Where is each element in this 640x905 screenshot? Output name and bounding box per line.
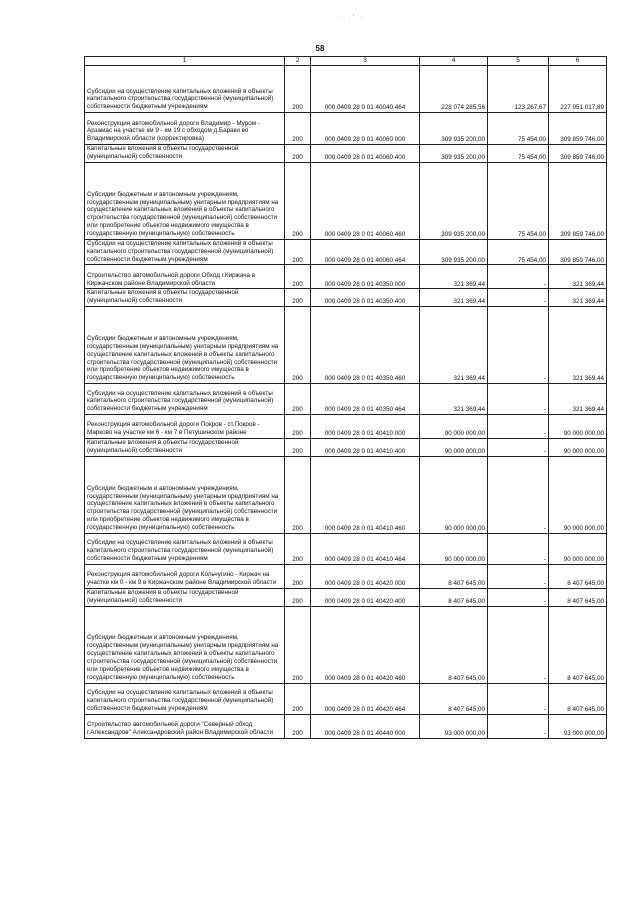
- row-amount-col6-text: 321 369,44: [572, 406, 604, 414]
- row-amount-col4: [420, 606, 488, 683]
- row-amount-col6-text: 93 000 000,00: [563, 729, 604, 737]
- row-amount-col5: [488, 162, 549, 239]
- row-amount-col6: [549, 683, 607, 714]
- row-code-cell: [285, 289, 311, 307]
- page-number: 58: [315, 44, 325, 53]
- row-name-cell: [85, 113, 285, 145]
- row-kbk-cell: [311, 588, 420, 606]
- row-amount-col6-text: 8 407 645,00: [567, 597, 604, 605]
- row-name-cell: [85, 714, 285, 738]
- row-name-cell: [85, 606, 285, 683]
- row-kbk-cell-text: 000 0409 28 0 01 40060 464: [324, 256, 406, 264]
- row-kbk-cell: [311, 683, 420, 714]
- row-kbk-cell: [311, 113, 420, 145]
- row-code-cell-text: 200: [292, 729, 303, 737]
- row-amount-col5: [488, 564, 549, 588]
- row-code-cell: [285, 439, 311, 457]
- row-amount-col6-text: 321 369,44: [572, 298, 604, 306]
- row-kbk-cell: [311, 307, 420, 384]
- row-amount-col5: [488, 265, 549, 289]
- table-row: [85, 456, 607, 533]
- row-name-cell: [85, 307, 285, 384]
- row-kbk-cell: [311, 606, 420, 683]
- row-amount-col6-text: 309 859 746,00: [560, 136, 604, 144]
- row-kbk-cell: [311, 145, 420, 163]
- row-code-cell: [285, 265, 311, 289]
- row-amount-col4-text: 8 407 645,00: [448, 597, 485, 605]
- header-col-5: 5: [488, 57, 549, 66]
- row-amount-col6: [549, 66, 607, 113]
- row-kbk-cell-text: 000 0409 28 0 01 40410 400: [324, 448, 406, 455]
- row-amount-col4-text: 8 407 645,00: [448, 674, 485, 682]
- row-name-cell: [85, 239, 285, 265]
- row-amount-col5-text: 75 454,00: [517, 230, 546, 238]
- row-kbk-cell: [311, 66, 420, 113]
- row-amount-col4-text: 228 074 285,56: [441, 104, 485, 112]
- table-row: [85, 66, 607, 113]
- row-amount-col4: [420, 714, 488, 738]
- row-amount-col4: [420, 415, 488, 439]
- row-code-cell-text: 200: [292, 674, 303, 682]
- row-amount-col5-text: -: [543, 430, 546, 438]
- row-amount-col5-text: -: [543, 298, 546, 306]
- row-amount-col4-text: 90 000 000,00: [444, 525, 485, 532]
- row-amount-col5-text: 123 267,67: [514, 104, 546, 112]
- row-name-cell-text: Капитальные вложения в объекты государственной (муниципальной) собственности: [87, 588, 239, 604]
- row-code-cell-text: 200: [292, 256, 303, 264]
- row-amount-col5: [488, 113, 549, 145]
- row-kbk-cell: [311, 265, 420, 289]
- row-amount-col6: [549, 606, 607, 683]
- row-kbk-cell-text: 000 0409 28 0 01 40410 460: [324, 525, 406, 532]
- row-amount-col5: [488, 239, 549, 265]
- table-header-row: [85, 57, 607, 66]
- row-name-cell-text: Субсидии бюджетным и автономным учреждениям, государственным (муниципальным) унитарным предприятиям на осуществление капитальных вложений в объекты капитального строительства государственной (муниципальной) собственности или приобретение объектов недвижимого имущества в государственную (муниципальную) собственность: [87, 484, 279, 531]
- row-amount-col5: [488, 456, 549, 533]
- row-kbk-cell: [311, 714, 420, 738]
- row-kbk-cell-text: 000 0409 28 0 01 40040 464: [324, 104, 406, 112]
- row-amount-col4-text: 321 369,44: [453, 298, 485, 306]
- row-amount-col6: [549, 162, 607, 239]
- table-row: [85, 439, 607, 457]
- row-amount-col4: [420, 683, 488, 714]
- row-amount-col6: [549, 564, 607, 588]
- row-kbk-cell: [311, 439, 420, 457]
- row-amount-col6: [549, 239, 607, 265]
- row-amount-col4: [420, 113, 488, 145]
- row-kbk-cell-text: 000 0409 28 0 01 40420 464: [324, 705, 406, 713]
- row-name-cell-text: Субсидии на осуществление капитальных вложений в объекты капитального строительства государственной (муниципальной) собственности бюджетным учреждениям: [87, 239, 274, 263]
- row-code-cell-text: 200: [292, 448, 303, 455]
- row-amount-col6: [549, 265, 607, 289]
- row-amount-col4-text: 309 935 200,00: [441, 153, 485, 161]
- row-amount-col4-text: 90 000 000,00: [444, 556, 485, 563]
- row-name-cell: [85, 145, 285, 163]
- row-code-cell-text: 200: [292, 298, 303, 306]
- row-code-cell-text: 200: [292, 580, 303, 587]
- row-amount-col5: [488, 588, 549, 606]
- table-row: [85, 533, 607, 564]
- row-kbk-cell-text: 000 0409 28 0 01 40410 464: [324, 556, 406, 563]
- row-amount-col4: [420, 384, 488, 415]
- row-amount-col6: [549, 714, 607, 738]
- row-name-cell: [85, 289, 285, 307]
- row-amount-col4-text: 90 000 000,00: [444, 430, 485, 438]
- row-code-cell: [285, 307, 311, 384]
- row-amount-col6-text: 90 000 000,00: [563, 430, 604, 438]
- row-name-cell: [85, 564, 285, 588]
- header-col-3: 3: [311, 57, 420, 66]
- row-name-cell-text: Капитальные вложения в объекты государственной (муниципальной) собственности: [87, 145, 239, 160]
- row-code-cell: [285, 533, 311, 564]
- row-kbk-cell-text: 000 0409 28 0 01 40060 400: [324, 153, 406, 161]
- row-amount-col5-text: -: [543, 280, 546, 288]
- row-code-cell: [285, 714, 311, 738]
- scan-artifact-marks: · ·‘ ·: [340, 14, 365, 21]
- row-amount-col5-text: -: [543, 525, 546, 532]
- row-amount-col6: [549, 145, 607, 163]
- row-kbk-cell: [311, 415, 420, 439]
- table-row: [85, 384, 607, 415]
- row-name-cell: [85, 439, 285, 457]
- row-kbk-cell: [311, 533, 420, 564]
- row-amount-col4: [420, 145, 488, 163]
- row-amount-col5-text: -: [543, 674, 546, 682]
- row-name-cell-text: Капитальные вложения в объекты государственной (муниципальной) собственности: [87, 289, 239, 305]
- row-amount-col4-text: 309 935 200,00: [441, 230, 485, 238]
- row-amount-col6: [549, 415, 607, 439]
- table-row: [85, 307, 607, 384]
- table-row: [85, 588, 607, 606]
- row-amount-col4: [420, 66, 488, 113]
- row-amount-col4: [420, 439, 488, 457]
- row-name-cell: [85, 533, 285, 564]
- row-code-cell: [285, 384, 311, 415]
- row-code-cell-text: 200: [292, 705, 303, 713]
- row-code-cell: [285, 162, 311, 239]
- budget-table: [84, 56, 607, 739]
- row-amount-col6-text: 309 859 746,00: [560, 230, 604, 238]
- table-row: [85, 564, 607, 588]
- row-kbk-cell-text: 000 0409 28 0 01 40060 000: [324, 136, 406, 144]
- row-code-cell: [285, 66, 311, 113]
- row-name-cell-text: Строительство автомобильной дороги Обход г.Киржача в Киржачском районе Владимирской области: [87, 271, 256, 287]
- row-code-cell-text: 200: [292, 230, 303, 238]
- row-amount-col4-text: 321 369,44: [453, 280, 485, 288]
- row-code-cell-text: 200: [292, 375, 303, 383]
- row-amount-col6: [549, 456, 607, 533]
- row-amount-col5: [488, 439, 549, 457]
- row-kbk-cell-text: 000 0409 28 0 01 40350 000: [324, 280, 406, 288]
- row-name-cell: [85, 162, 285, 239]
- row-amount-col5-text: -: [543, 375, 546, 383]
- row-amount-col5-text: 75 454,00: [517, 256, 546, 264]
- row-code-cell: [285, 564, 311, 588]
- row-amount-col6: [549, 384, 607, 415]
- row-name-cell: [85, 456, 285, 533]
- row-code-cell: [285, 683, 311, 714]
- row-name-cell: [85, 415, 285, 439]
- row-kbk-cell-text: 000 0409 28 0 01 40420 400: [324, 597, 406, 605]
- row-amount-col6-text: 321 369,44: [572, 280, 604, 288]
- row-kbk-cell: [311, 384, 420, 415]
- row-amount-col4: [420, 239, 488, 265]
- row-amount-col4-text: 309 935 200,00: [441, 256, 485, 264]
- row-name-cell: [85, 683, 285, 714]
- table-row: [85, 606, 607, 683]
- row-kbk-cell: [311, 456, 420, 533]
- row-amount-col5: [488, 66, 549, 113]
- row-name-cell-text: Субсидии на осуществление капитальных вложений в объекты капитального строительства государственной (муниципальной) собственности бюджетным учреждениям: [87, 87, 274, 111]
- row-amount-col4-text: 90 000 000,00: [444, 448, 485, 455]
- table-row: [85, 239, 607, 265]
- row-code-cell-text: 200: [292, 153, 303, 161]
- row-amount-col6-text: 321 369,44: [572, 375, 604, 383]
- row-amount-col6-text: 90 000 000,00: [563, 448, 604, 455]
- row-amount-col4-text: 93 000 000,00: [444, 729, 485, 737]
- row-name-cell-text: Капитальные вложения в объекты государственной (муниципальной) собственности: [87, 439, 239, 454]
- row-code-cell: [285, 588, 311, 606]
- header-col-1: 1: [85, 57, 285, 66]
- row-amount-col6-text: 8 407 645,00: [567, 674, 604, 682]
- row-amount-col6-text: 90 000 000,00: [563, 556, 604, 563]
- row-kbk-cell-text: 000 0409 28 0 01 40350 464: [324, 406, 406, 414]
- row-code-cell-text: 200: [292, 525, 303, 532]
- row-amount-col6-text: 90 000 000,00: [563, 525, 604, 532]
- row-amount-col5: [488, 533, 549, 564]
- row-amount-col4: [420, 289, 488, 307]
- row-amount-col5-text: 75 454,00: [517, 153, 546, 161]
- row-amount-col5: [488, 415, 549, 439]
- row-amount-col6: [549, 289, 607, 307]
- row-amount-col4: [420, 456, 488, 533]
- row-amount-col5: [488, 683, 549, 714]
- row-amount-col6: [549, 307, 607, 384]
- row-kbk-cell-text: 000 0409 28 0 01 40350 460: [324, 375, 406, 383]
- row-code-cell: [285, 606, 311, 683]
- row-amount-col4: [420, 564, 488, 588]
- row-name-cell-text: Реконструкция автомобильной дороги Владимир - Муром - Арзамас на участке км 9 - км 19 с обходом д.Бараки во Владимирской области (корректировка): [87, 119, 260, 143]
- table-row: [85, 113, 607, 145]
- row-kbk-cell-text: 000 0409 28 0 01 40060 460: [324, 230, 406, 238]
- row-name-cell-text: Субсидии на осуществление капитальных вложений в объекты капитального строительства государственной (муниципальной) собственности бюджетным учреждениям: [87, 389, 274, 413]
- row-amount-col6-text: 309 859 746,00: [560, 256, 604, 264]
- header-col-2: 2: [285, 57, 311, 66]
- row-name-cell-text: Реконструкция автомобильной дороги Покров - ст.Покров - Марково на участке км 6 - км 7 в Петушинском районе: [87, 421, 260, 437]
- row-kbk-cell: [311, 289, 420, 307]
- row-amount-col5: [488, 606, 549, 683]
- row-amount-col6: [549, 588, 607, 606]
- row-name-cell-text: Субсидии на осуществление капитальных вложений в объекты капитального строительства государственной (муниципальной) собственности бюджетным учреждениям: [87, 539, 274, 562]
- row-amount-col5: [488, 384, 549, 415]
- row-amount-col6-text: 309 859 746,00: [560, 153, 604, 161]
- row-code-cell-text: 200: [292, 597, 303, 605]
- row-code-cell: [285, 456, 311, 533]
- row-amount-col5-text: -: [543, 705, 546, 713]
- table-row: [85, 265, 607, 289]
- row-code-cell-text: 200: [292, 430, 303, 438]
- table-body: [85, 66, 607, 738]
- table-row: [85, 289, 607, 307]
- row-code-cell-text: 200: [292, 406, 303, 414]
- row-amount-col4: [420, 307, 488, 384]
- table-row: [85, 162, 607, 239]
- row-amount-col6: [549, 533, 607, 564]
- row-amount-col4: [420, 588, 488, 606]
- row-code-cell: [285, 239, 311, 265]
- row-code-cell: [285, 113, 311, 145]
- row-amount-col6-text: 8 407 645,00: [567, 580, 604, 587]
- row-amount-col5: [488, 307, 549, 384]
- row-name-cell-text: Строительство автомобильной дороги "Северный обход г.Александров" Александровский район Владимирской области: [87, 720, 274, 736]
- row-amount-col4-text: 309 935 200,00: [441, 136, 485, 144]
- header-col-6: 6: [549, 57, 607, 66]
- row-amount-col5: [488, 145, 549, 163]
- row-kbk-cell: [311, 564, 420, 588]
- row-amount-col5-text: -: [543, 580, 546, 587]
- row-amount-col4: [420, 533, 488, 564]
- row-amount-col6-text: 8 407 645,00: [567, 705, 604, 713]
- row-amount-col5: [488, 289, 549, 307]
- table-row: [85, 683, 607, 714]
- row-name-cell-text: Субсидии бюджетным и автономным учреждениям, государственным (муниципальным) унитарным предприятиям на осуществление капитальных вложений в объекты капитального строительства государственной (муниципальной) собственности или приобретение объектов недвижимого имущества в государственную (муниципальную) собственность: [87, 634, 279, 681]
- row-code-cell-text: 200: [292, 104, 303, 112]
- row-kbk-cell: [311, 162, 420, 239]
- table-row: [85, 415, 607, 439]
- table-row: [85, 145, 607, 163]
- row-name-cell-text: Субсидии на осуществление капитальных вложений в объекты капитального строительства государственной (муниципальной) собственности бюджетным учреждениям: [87, 689, 274, 712]
- row-amount-col5-text: -: [543, 406, 546, 414]
- row-kbk-cell-text: 000 0409 28 0 01 40410 000: [324, 430, 406, 438]
- row-amount-col6: [549, 113, 607, 145]
- row-kbk-cell: [311, 239, 420, 265]
- row-amount-col5-text: -: [543, 729, 546, 737]
- row-name-cell: [85, 265, 285, 289]
- row-amount-col4-text: 321 369,44: [453, 375, 485, 383]
- row-amount-col4: [420, 265, 488, 289]
- row-kbk-cell-text: 000 0409 28 0 01 40420 460: [324, 674, 406, 682]
- row-name-cell: [85, 588, 285, 606]
- row-kbk-cell-text: 000 0409 28 0 01 40440 000: [324, 729, 406, 737]
- row-amount-col4-text: 8 407 645,00: [448, 580, 485, 587]
- row-name-cell: [85, 66, 285, 113]
- row-kbk-cell-text: 000 0409 28 0 01 40350 400: [324, 298, 406, 306]
- row-amount-col5-text: -: [543, 448, 546, 455]
- row-amount-col5-text: -: [543, 556, 546, 563]
- row-amount-col4: [420, 162, 488, 239]
- row-name-cell-text: Субсидии бюджетным и автономным учреждениям, государственным (муниципальным) унитарным предприятиям на осуществление капитальных вложений в объекты капитального строительства государственной (муниципальной) собственности или приобретение объектов недвижимого имущества в государственную (муниципальную) собственность: [87, 334, 279, 382]
- row-amount-col4-text: 321 369,44: [453, 406, 485, 414]
- row-name-cell-text: Реконструкция автомобильной дороги Кольчугино - Киржач на участке км 0 - км 9 в Киржачском районе Владимирской области: [87, 571, 277, 586]
- row-amount-col5-text: -: [543, 597, 546, 605]
- row-amount-col5-text: 75 454,00: [517, 136, 546, 144]
- row-amount-col4-text: 8 407 645,00: [448, 705, 485, 713]
- row-code-cell-text: 200: [292, 136, 303, 144]
- row-code-cell-text: 200: [292, 556, 303, 563]
- row-amount-col6-text: 227 951 017,89: [560, 104, 604, 112]
- row-amount-col5: [488, 714, 549, 738]
- row-name-cell: [85, 384, 285, 415]
- table-row: [85, 714, 607, 738]
- header-col-4: 4: [420, 57, 488, 66]
- row-code-cell: [285, 415, 311, 439]
- row-kbk-cell-text: 000 0409 28 0 01 40420 000: [324, 580, 406, 587]
- row-code-cell: [285, 145, 311, 163]
- row-name-cell-text: Субсидии бюджетным и автономным учреждениям, государственным (муниципальным) унитарным предприятиям на осуществление капитальных вложений в объекты капитального строительства государственной (муниципальной) собственности или приобретение объектов недвижимого имущества в государственную (муниципальную) собственность: [87, 190, 279, 237]
- row-amount-col6: [549, 439, 607, 457]
- row-code-cell-text: 200: [292, 280, 303, 288]
